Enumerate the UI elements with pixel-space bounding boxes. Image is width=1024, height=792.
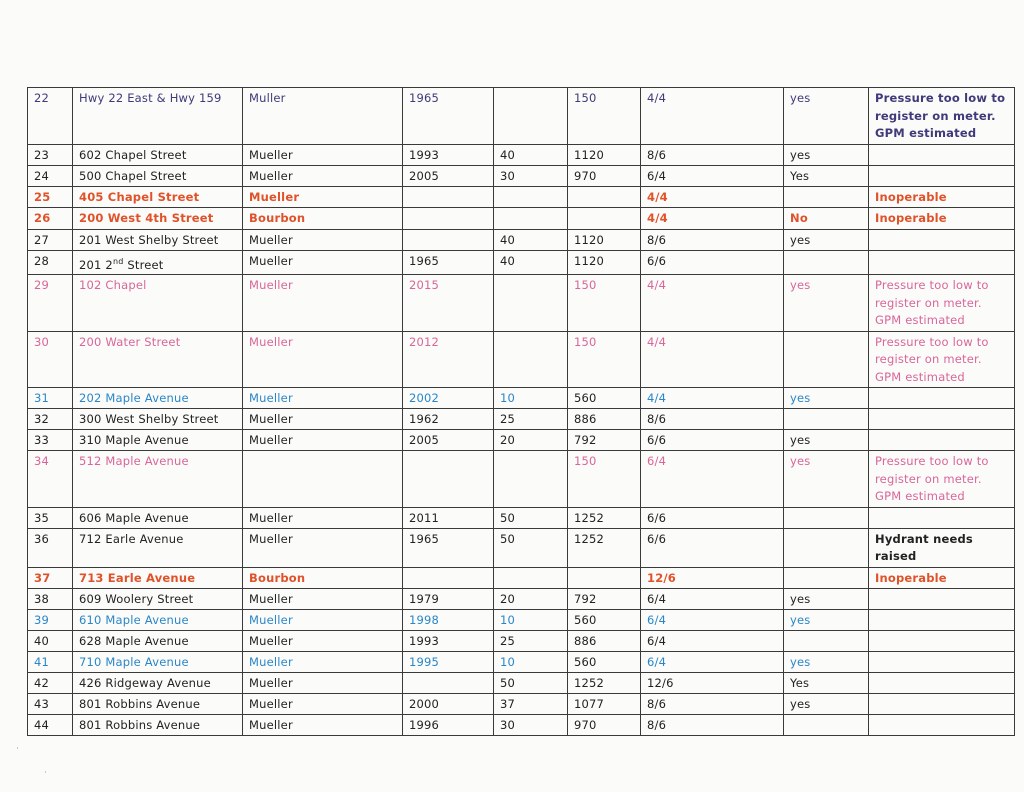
cell-size: 6/6 — [641, 507, 784, 528]
cell-address: 426 Ridgeway Avenue — [73, 673, 243, 694]
cell-gpm: 1252 — [568, 673, 641, 694]
cell-gpm: 1077 — [568, 694, 641, 715]
cell-address: 606 Maple Avenue — [73, 507, 243, 528]
cell-make: Bourbon — [243, 567, 403, 589]
cell-address: 713 Earle Avenue — [73, 567, 243, 589]
cell-id: 44 — [28, 715, 73, 736]
cell-make: Mueller — [243, 694, 403, 715]
scan-speck: · — [16, 744, 19, 754]
cell-gpm: 1120 — [568, 250, 641, 275]
cell-status — [784, 409, 869, 430]
cell-id: 39 — [28, 610, 73, 631]
hydrant-table — [27, 87, 1015, 736]
cell-make: Mueller — [243, 673, 403, 694]
cell-make: Mueller — [243, 331, 403, 388]
cell-gpm — [568, 567, 641, 589]
cell-col5 — [494, 451, 568, 508]
table-row — [28, 610, 1015, 631]
cell-status: yes — [784, 388, 869, 409]
cell-address: 801 Robbins Avenue — [73, 715, 243, 736]
cell-note — [869, 673, 1015, 694]
cell-note: Inoperable — [869, 186, 1015, 208]
cell-make: Mueller — [243, 250, 403, 275]
cell-address: 405 Chapel Street — [73, 186, 243, 208]
cell-col5 — [494, 275, 568, 332]
cell-year — [403, 208, 494, 230]
table-row — [28, 715, 1015, 736]
table-row — [28, 652, 1015, 673]
cell-make: Muller — [243, 88, 403, 145]
cell-gpm: 560 — [568, 388, 641, 409]
cell-id: 26 — [28, 208, 73, 230]
cell-col5 — [494, 208, 568, 230]
cell-year: 2000 — [403, 694, 494, 715]
cell-col5: 10 — [494, 652, 568, 673]
cell-col5: 50 — [494, 507, 568, 528]
cell-year: 2002 — [403, 388, 494, 409]
cell-status: yes — [784, 88, 869, 145]
table-row — [28, 528, 1015, 567]
table-row — [28, 694, 1015, 715]
cell-address: 609 Woolery Street — [73, 589, 243, 610]
cell-status — [784, 250, 869, 275]
cell-note: Pressure too low to register on meter. GPM estimated — [869, 88, 1015, 145]
cell-address: 200 Water Street — [73, 331, 243, 388]
cell-id: 32 — [28, 409, 73, 430]
cell-note — [869, 250, 1015, 275]
cell-address: Hwy 22 East & Hwy 159 — [73, 88, 243, 145]
cell-make: Mueller — [243, 528, 403, 567]
cell-size: 6/4 — [641, 589, 784, 610]
cell-col5: 50 — [494, 528, 568, 567]
cell-status — [784, 715, 869, 736]
cell-status: yes — [784, 652, 869, 673]
cell-status: yes — [784, 275, 869, 332]
cell-gpm — [568, 186, 641, 208]
cell-gpm: 1252 — [568, 528, 641, 567]
cell-year: 2005 — [403, 430, 494, 451]
cell-note — [869, 631, 1015, 652]
table-row — [28, 430, 1015, 451]
cell-note: Pressure too low to register on meter. GPM estimated — [869, 451, 1015, 508]
cell-status — [784, 528, 869, 567]
cell-status: yes — [784, 694, 869, 715]
cell-status — [784, 631, 869, 652]
cell-note — [869, 610, 1015, 631]
cell-gpm: 970 — [568, 715, 641, 736]
cell-address — [73, 250, 243, 275]
cell-gpm: 560 — [568, 652, 641, 673]
cell-size: 4/4 — [641, 388, 784, 409]
cell-status: yes — [784, 144, 869, 165]
cell-col5 — [494, 567, 568, 589]
cell-note — [869, 652, 1015, 673]
cell-make: Mueller — [243, 715, 403, 736]
cell-address: 712 Earle Avenue — [73, 528, 243, 567]
cell-status — [784, 567, 869, 589]
cell-id: 23 — [28, 144, 73, 165]
cell-id: 31 — [28, 388, 73, 409]
cell-year — [403, 451, 494, 508]
cell-make: Mueller — [243, 631, 403, 652]
cell-col5: 10 — [494, 388, 568, 409]
cell-gpm — [568, 208, 641, 230]
cell-status — [784, 507, 869, 528]
cell-col5 — [494, 88, 568, 145]
cell-note — [869, 229, 1015, 250]
cell-year: 1998 — [403, 610, 494, 631]
cell-id: 28 — [28, 250, 73, 275]
table-row — [28, 631, 1015, 652]
cell-size: 12/6 — [641, 673, 784, 694]
cell-col5: 50 — [494, 673, 568, 694]
table-row — [28, 165, 1015, 186]
cell-year — [403, 186, 494, 208]
table-row — [28, 409, 1015, 430]
cell-col5: 40 — [494, 250, 568, 275]
table-row — [28, 88, 1015, 145]
cell-id: 34 — [28, 451, 73, 508]
cell-make: Bourbon — [243, 208, 403, 230]
cell-status — [784, 331, 869, 388]
cell-gpm: 150 — [568, 88, 641, 145]
cell-col5: 30 — [494, 165, 568, 186]
cell-address: 628 Maple Avenue — [73, 631, 243, 652]
cell-year: 1995 — [403, 652, 494, 673]
cell-status: yes — [784, 430, 869, 451]
cell-col5: 20 — [494, 589, 568, 610]
table-row — [28, 331, 1015, 388]
cell-size: 6/4 — [641, 165, 784, 186]
cell-address: 610 Maple Avenue — [73, 610, 243, 631]
cell-note — [869, 409, 1015, 430]
table-row — [28, 229, 1015, 250]
cell-note: Pressure too low to register on meter. GPM estimated — [869, 275, 1015, 332]
cell-col5: 30 — [494, 715, 568, 736]
cell-size: 4/4 — [641, 88, 784, 145]
cell-size: 6/4 — [641, 451, 784, 508]
cell-id: 27 — [28, 229, 73, 250]
cell-size: 8/6 — [641, 409, 784, 430]
cell-gpm: 150 — [568, 331, 641, 388]
scan-speck: · — [44, 768, 47, 778]
cell-id: 41 — [28, 652, 73, 673]
cell-address: 201 West Shelby Street — [73, 229, 243, 250]
cell-size: 6/6 — [641, 250, 784, 275]
cell-size: 8/6 — [641, 229, 784, 250]
cell-size: 8/6 — [641, 694, 784, 715]
cell-year: 1965 — [403, 88, 494, 145]
address-text: 201 2 — [79, 257, 113, 272]
cell-id: 35 — [28, 507, 73, 528]
cell-col5: 25 — [494, 631, 568, 652]
cell-size: 6/6 — [641, 528, 784, 567]
cell-gpm: 792 — [568, 430, 641, 451]
cell-note: Inoperable — [869, 567, 1015, 589]
cell-note — [869, 694, 1015, 715]
cell-gpm: 1252 — [568, 507, 641, 528]
cell-make: Mueller — [243, 388, 403, 409]
cell-col5: 20 — [494, 430, 568, 451]
cell-note — [869, 430, 1015, 451]
cell-col5 — [494, 331, 568, 388]
cell-id: 22 — [28, 88, 73, 145]
cell-size: 8/6 — [641, 144, 784, 165]
cell-make: Mueller — [243, 165, 403, 186]
cell-note — [869, 388, 1015, 409]
cell-size: 6/4 — [641, 652, 784, 673]
cell-year: 1993 — [403, 144, 494, 165]
table-row — [28, 144, 1015, 165]
cell-note: Hydrant needs raised — [869, 528, 1015, 567]
cell-address: 102 Chapel — [73, 275, 243, 332]
cell-col5: 10 — [494, 610, 568, 631]
cell-address: 300 West Shelby Street — [73, 409, 243, 430]
cell-id: 25 — [28, 186, 73, 208]
cell-col5: 40 — [494, 144, 568, 165]
cell-make: Mueller — [243, 610, 403, 631]
cell-size: 4/4 — [641, 208, 784, 230]
cell-make: Mueller — [243, 507, 403, 528]
cell-make — [243, 451, 403, 508]
table-row — [28, 567, 1015, 589]
cell-id: 24 — [28, 165, 73, 186]
cell-year — [403, 673, 494, 694]
cell-address: 512 Maple Avenue — [73, 451, 243, 508]
cell-gpm: 1120 — [568, 144, 641, 165]
table-row — [28, 673, 1015, 694]
table-row — [28, 589, 1015, 610]
table-row — [28, 208, 1015, 230]
cell-id: 30 — [28, 331, 73, 388]
cell-year: 2011 — [403, 507, 494, 528]
table-row — [28, 507, 1015, 528]
cell-address: 200 West 4th Street — [73, 208, 243, 230]
cell-gpm: 886 — [568, 631, 641, 652]
cell-year: 1993 — [403, 631, 494, 652]
cell-year: 2015 — [403, 275, 494, 332]
cell-status: Yes — [784, 165, 869, 186]
cell-status: Yes — [784, 673, 869, 694]
cell-status: No — [784, 208, 869, 230]
cell-year: 1965 — [403, 250, 494, 275]
cell-gpm: 1120 — [568, 229, 641, 250]
cell-size: 6/4 — [641, 610, 784, 631]
cell-gpm: 886 — [568, 409, 641, 430]
cell-size: 8/6 — [641, 715, 784, 736]
cell-note — [869, 715, 1015, 736]
cell-address: 500 Chapel Street — [73, 165, 243, 186]
cell-id: 36 — [28, 528, 73, 567]
cell-year: 1965 — [403, 528, 494, 567]
cell-note: Pressure too low to register on meter. GPM estimated — [869, 331, 1015, 388]
cell-note — [869, 507, 1015, 528]
cell-address: 801 Robbins Avenue — [73, 694, 243, 715]
cell-size: 12/6 — [641, 567, 784, 589]
cell-note — [869, 165, 1015, 186]
cell-col5: 40 — [494, 229, 568, 250]
cell-make: Mueller — [243, 144, 403, 165]
cell-id: 33 — [28, 430, 73, 451]
cell-col5 — [494, 186, 568, 208]
cell-address: 710 Maple Avenue — [73, 652, 243, 673]
cell-make: Mueller — [243, 186, 403, 208]
cell-size: 6/4 — [641, 631, 784, 652]
cell-make: Mueller — [243, 589, 403, 610]
cell-note — [869, 144, 1015, 165]
cell-note: Inoperable — [869, 208, 1015, 230]
address-superscript: nd — [112, 256, 124, 266]
cell-id: 29 — [28, 275, 73, 332]
cell-status: yes — [784, 589, 869, 610]
cell-status: yes — [784, 610, 869, 631]
cell-make: Mueller — [243, 430, 403, 451]
cell-gpm: 792 — [568, 589, 641, 610]
cell-size: 6/6 — [641, 430, 784, 451]
cell-id: 37 — [28, 567, 73, 589]
cell-status: yes — [784, 229, 869, 250]
cell-id: 42 — [28, 673, 73, 694]
cell-address: 310 Maple Avenue — [73, 430, 243, 451]
cell-make: Mueller — [243, 229, 403, 250]
cell-size: 4/4 — [641, 186, 784, 208]
table-row — [28, 451, 1015, 508]
cell-col5: 37 — [494, 694, 568, 715]
cell-id: 43 — [28, 694, 73, 715]
cell-address: 202 Maple Avenue — [73, 388, 243, 409]
hydrant-table-body — [28, 88, 1015, 736]
cell-gpm: 150 — [568, 451, 641, 508]
cell-col5: 25 — [494, 409, 568, 430]
cell-gpm: 970 — [568, 165, 641, 186]
cell-gpm: 150 — [568, 275, 641, 332]
cell-year: 2012 — [403, 331, 494, 388]
cell-year: 1979 — [403, 589, 494, 610]
cell-year: 1962 — [403, 409, 494, 430]
table-row — [28, 250, 1015, 275]
cell-status: yes — [784, 451, 869, 508]
cell-year — [403, 567, 494, 589]
cell-make: Mueller — [243, 409, 403, 430]
address-text-rest: Street — [123, 257, 164, 272]
cell-gpm: 560 — [568, 610, 641, 631]
cell-year: 2005 — [403, 165, 494, 186]
cell-make: Mueller — [243, 275, 403, 332]
cell-make: Mueller — [243, 652, 403, 673]
table-row — [28, 186, 1015, 208]
table-row — [28, 388, 1015, 409]
table-row — [28, 275, 1015, 332]
cell-id: 40 — [28, 631, 73, 652]
cell-size: 4/4 — [641, 275, 784, 332]
cell-status — [784, 186, 869, 208]
cell-id: 38 — [28, 589, 73, 610]
cell-address: 602 Chapel Street — [73, 144, 243, 165]
cell-year — [403, 229, 494, 250]
cell-size: 4/4 — [641, 331, 784, 388]
cell-note — [869, 589, 1015, 610]
cell-year: 1996 — [403, 715, 494, 736]
